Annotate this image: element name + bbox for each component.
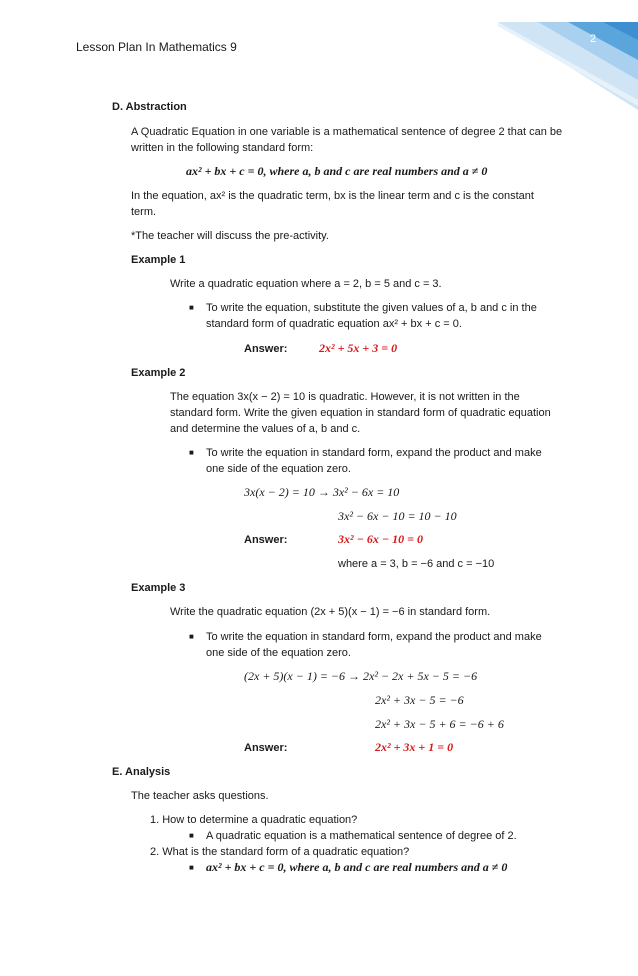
standard-form-equation: ax² + bx + c = 0, where a, b and c are real numbers and a ≠ 0 <box>186 164 488 178</box>
analysis-heading: E. Analysis <box>112 766 171 778</box>
terms-line-1: In the equation, ax² is the quadratic term, bx is the linear term and c is the constant <box>131 190 534 202</box>
example-2-step-line-1: To write the equation in standard form, expand the product and make <box>206 447 542 459</box>
example-1-answer-label: Answer: <box>244 343 288 355</box>
abstraction-intro-line-2: written in the following standard form: <box>131 142 314 154</box>
analysis-intro: The teacher asks questions. <box>131 790 269 802</box>
example-3-step-line-2: one side of the equation zero. <box>206 647 351 659</box>
bullet-icon: ■ <box>189 303 194 312</box>
answer-2: ax² + bx + c = 0, where a, b and c are real numbers and a ≠ 0 <box>206 860 508 874</box>
answer-1: A quadratic equation is a mathematical sentence of degree of 2. <box>206 830 517 842</box>
example-3-work-line-1: (2x + 5)(x − 1) = −6 → 2x² − 2x + 5x − 5 = −6 <box>244 669 478 683</box>
example-2-answer: 3x² − 6x − 10 = 0 <box>338 532 423 546</box>
example-3-prompt: Write the quadratic equation (2x + 5)(x − 1) = −6 in standard form. <box>170 606 491 618</box>
example-3-title: Example 3 <box>131 582 186 594</box>
example-1-step-line-1: To write the equation, substitute the given values of a, b and c in the <box>206 302 537 314</box>
example-2-work-line-2: 3x² − 6x − 10 = 10 − 10 <box>338 509 457 523</box>
example-1-title: Example 1 <box>131 254 186 266</box>
example-2-prompt-line-3: and determine the values of a, b and c. <box>170 423 361 435</box>
bullet-icon: ■ <box>189 863 194 872</box>
example-2-step-line-2: one side of the equation zero. <box>206 463 351 475</box>
example-3-answer-label: Answer: <box>244 742 288 754</box>
example-1-prompt: Write a quadratic equation where a = 2, b = 5 and c = 3. <box>170 278 442 290</box>
example-2-title: Example 2 <box>131 367 186 379</box>
teacher-note: *The teacher will discuss the pre-activity. <box>131 230 329 242</box>
abstraction-heading: D. Abstraction <box>112 101 187 113</box>
abstraction-intro-line-1: A Quadratic Equation in one variable is a mathematical sentence of degree 2 that can be <box>131 126 563 138</box>
bullet-icon: ■ <box>189 448 194 457</box>
example-2-work-line-1: 3x(x − 2) = 10 → 3x² − 6x = 10 <box>244 485 400 499</box>
example-3-step-line-1: To write the equation in standard form, expand the product and make <box>206 631 542 643</box>
question-2: 2. What is the standard form of a quadratic equation? <box>150 846 410 858</box>
terms-line-2: term. <box>131 206 157 218</box>
example-1-step-line-2: standard form of quadratic equation ax² + bx + c = 0. <box>206 318 462 330</box>
question-1: 1. How to determine a quadratic equation? <box>150 814 358 826</box>
bullet-icon: ■ <box>189 632 194 641</box>
bullet-icon: ■ <box>189 831 194 840</box>
example-1-answer: 2x² + 5x + 3 = 0 <box>319 341 398 355</box>
example-2-prompt-line-2: standard form. Write the given equation in standard form of quadratic equation <box>170 407 551 419</box>
example-2-prompt-line-1: The equation 3x(x − 2) = 10 is quadratic. However, it is not written in the <box>170 391 520 403</box>
example-3-work-line-2: 2x² + 3x − 5 = −6 <box>375 693 464 707</box>
example-2-values: where a = 3, b = −6 and c = −10 <box>338 558 495 570</box>
example-3-answer: 2x² + 3x + 1 = 0 <box>375 740 454 754</box>
example-3-work-line-3: 2x² + 3x − 5 + 6 = −6 + 6 <box>375 717 504 731</box>
header-title: Lesson Plan In Mathematics 9 <box>76 40 237 54</box>
page-number: 2 <box>590 33 597 45</box>
page-corner-decoration <box>498 0 638 110</box>
example-2-answer-label: Answer: <box>244 534 288 546</box>
